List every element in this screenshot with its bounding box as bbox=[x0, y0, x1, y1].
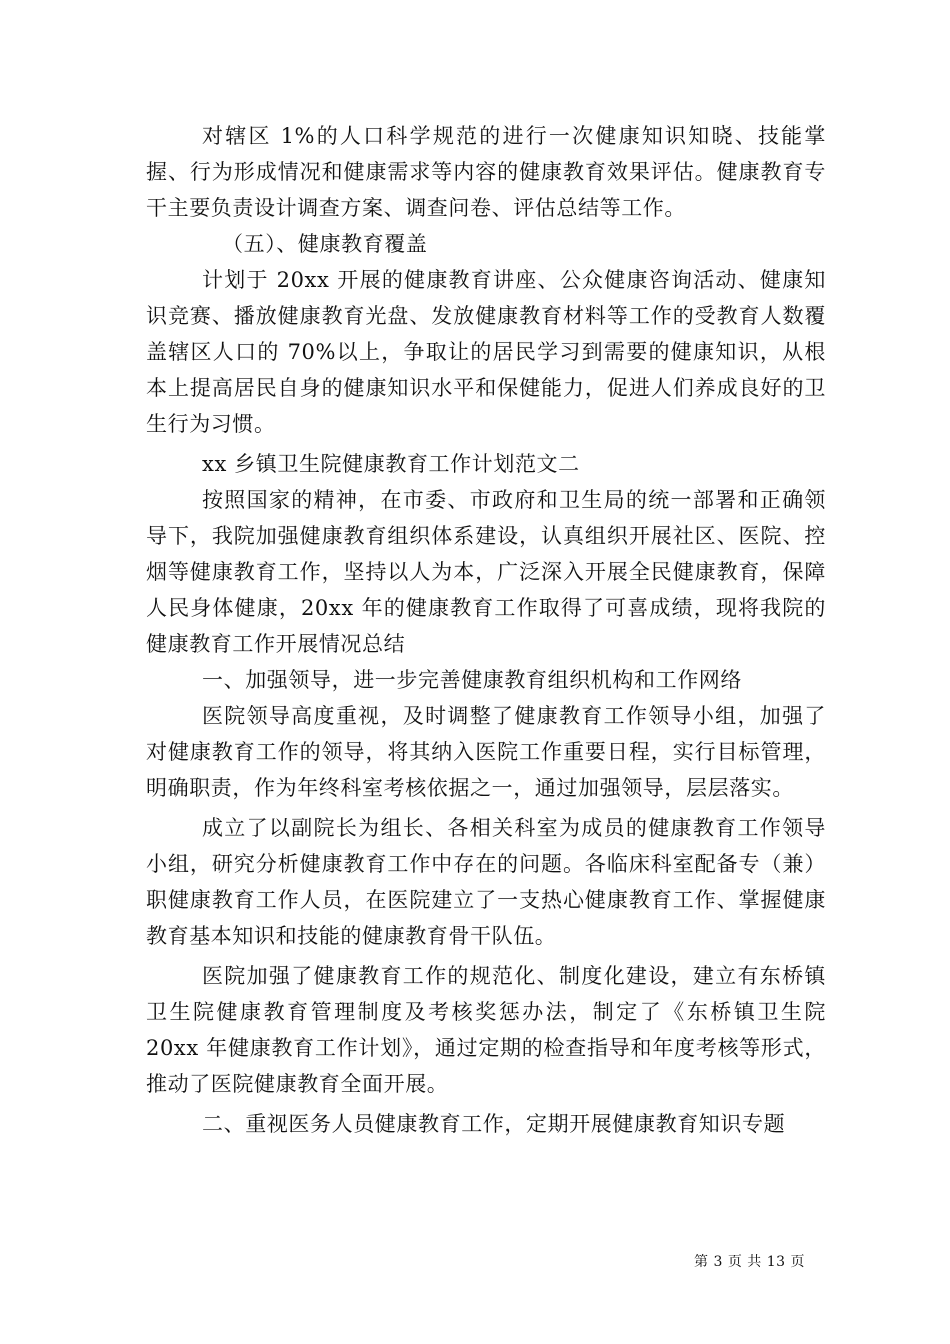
document-body bbox=[146, 118, 826, 1142]
heading-sample-two: xx 乡镇卫生院健康教育工作计划范文二 bbox=[202, 452, 580, 476]
paragraph-leadership: 医院领导高度重视，及时调整了健康教育工作领导小组，加强了对健康教育工作的领导，将其纳入医院工作重要日程，实行目标管理，明确职责，作为年终科室考核依据之一，通过加强领导，层层落实。 bbox=[146, 704, 826, 800]
heading-staff-education: 二、重视医务人员健康教育工作，定期开展健康教育知识专题 bbox=[202, 1112, 786, 1136]
paragraph-coverage-plan: 计划于 20xx 开展的健康教育讲座、公众健康咨询活动、健康知识竞赛、播放健康教育光盘、发放健康教育材料等工作的受教育人数覆盖辖区人口的 70%以上，争取让的居民学习到需要的健康知识，从根本上提高居民自身的健康知识水平和保健能力，促进人们养成良好的卫生行为习惯。 bbox=[146, 268, 826, 436]
paragraph-regulation: 医院加强了健康教育工作的规范化、制度化建设，建立有东桥镇卫生院健康教育管理制度及考核奖惩办法，制定了《东桥镇卫生院 20xx 年健康教育工作计划》，通过定期的检查指导和年度考核等形式，推动了医院健康教育全面开展。 bbox=[146, 964, 826, 1096]
page-number: 第 3 页 共 13 页 bbox=[694, 1254, 805, 1270]
paragraph-summary-intro: 按照国家的精神，在市委、市政府和卫生局的统一部署和正确领导下，我院加强健康教育组织体系建设，认真组织开展社区、医院、控烟等健康教育工作，坚持以人为本，广泛深入开展全民健康教育，保障人民身体健康，20xx 年的健康教育工作取得了可喜成绩，现将我院的健康教育工作开展情况总结 bbox=[146, 488, 826, 656]
paragraph-evaluation: 对辖区 1%的人口科学规范的进行一次健康知识知晓、技能掌握、行为形成情况和健康需求等内容的健康教育效果评估。健康教育专干主要负责设计调查方案、调查问卷、评估总结等工作。 bbox=[146, 124, 826, 220]
heading-leadership: 一、加强领导，进一步完善健康教育组织机构和工作网络 bbox=[202, 668, 742, 692]
heading-coverage: （五）、健康教育覆盖 bbox=[222, 232, 428, 256]
paragraph-team: 成立了以副院长为组长、各相关科室为成员的健康教育工作领导小组，研究分析健康教育工作中存在的问题。各临床科室配备专（兼）职健康教育工作人员，在医院建立了一支热心健康教育工作、掌握健康教育基本知识和技能的健康教育骨干队伍。 bbox=[146, 816, 826, 948]
